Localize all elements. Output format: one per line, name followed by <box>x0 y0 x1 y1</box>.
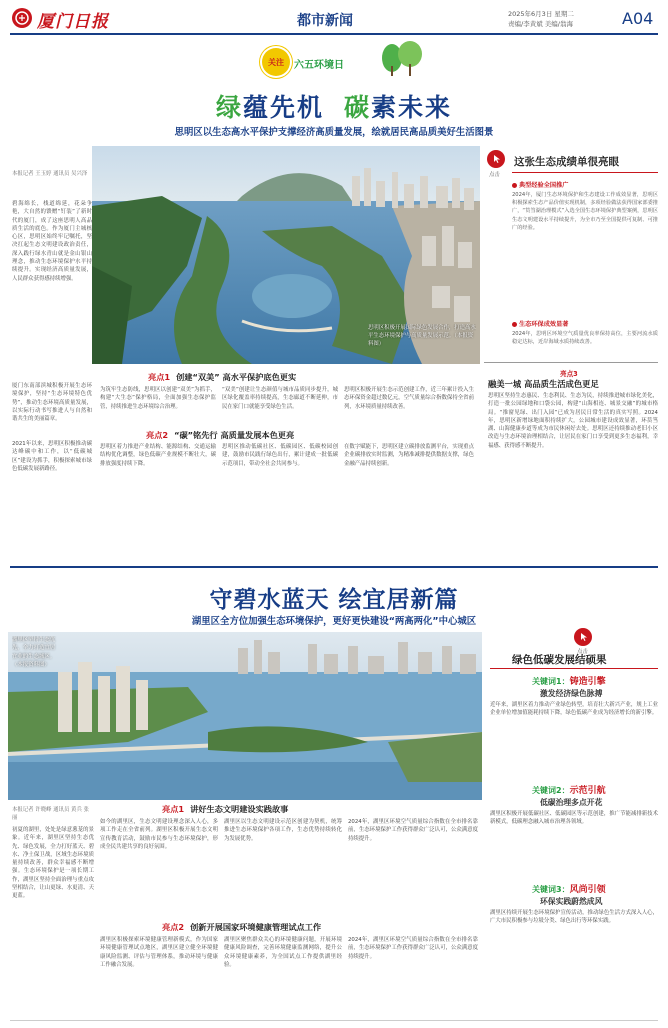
sidebar-click-label: 点击 <box>489 172 500 178</box>
story1-lead: 碧海绵长，栈道绵延，花朵争艳，大自然的馈赠“钉装”了新时代的厦门，成了这座思明人高品质生活的底色。作为厦门主城核心区，思明区始终牢记嘱托，坚决扛起生态文明建设政治责任，深入践行绿水青山就是金山银山理念，推动生态环境保护水平持续提升。实现经济高质量发展，人民群众获得感持续增强。 <box>12 201 92 282</box>
sidebar-text-1: 2024年，厦门生态环境保护和生态建设工作成效显著，思明区积极探索生态产品价值实现机制，多项经验做法获得国家部委推广，“筼筜湖治理模式”入选全国生态环境保护典型案例，思明区生态文明建设水平持续提升，为全市乃至全国提供可复制、可推广的经验。 <box>512 192 658 231</box>
sidebar-click-icon[interactable] <box>487 150 505 168</box>
story2-p1c: 2024年，湖里区环境空气质量综合指数在全市排名靠前，生态环境保护工作获得群众广泛认可，公众满意度持续提升。 <box>348 819 478 842</box>
story2-p2: 湖里区积极探索环境健康管理新模式，作为国家环境健康管理试点地区，湖里区建立健全环境健康风险监测、评估与管理体系，推动环境与健康工作融合发展。 <box>100 937 218 968</box>
sidebar-bullet-1-icon <box>512 183 517 188</box>
sidebar2-rule <box>490 668 658 669</box>
sidebar-head-1: 典型经验全国推广 <box>519 182 569 189</box>
story2-lead: 初夏的湖里，处处是绿意葱茏的景象。近年来，湖里区坚持生态优先、绿色发展，全力打好蓝天、碧水、净土保卫战，区域生态环境质量持续改善，群众幸福感不断增强。生态环境保护是一项长期工作，湖里区坚持全面治理与重点攻坚相结合，让山更绿、水更清、天更蓝。 <box>12 827 94 900</box>
story1-intro: 厦门东南部滨城积极开展生态环境保护，坚持“生态环境特色优势”，推动生态环境高质量发展，以实际行动书写推进人与自然和谐共生的美丽篇章。 <box>12 383 92 423</box>
story1-p1a: 为筑牢生态防线，思明区以创建“双美”为抓手，构建“大生态”保护格局，全面加强生态保护监管，持续推进生态环境综合治理。 <box>100 387 216 410</box>
story2-highlight2-heading: 亮点2 创新开展国家环境健康管理试点工作 <box>162 922 322 932</box>
story2-photo-caption: 湖里区坚持生态优先，全力打造宜居宜业的生态城区。（本报资料图） <box>12 637 56 668</box>
story2-subtitle: 湖里区全方位加强生态环境保护，更好更快建设“两高两化”中心城区 <box>191 616 477 627</box>
story2-p2c: 2024年，湖里区环境空气质量综合指数在全市排名靠前，生态环境保护工作获得群众广泛认可，公众满意度持续提升。 <box>348 937 478 960</box>
story2-photo <box>8 632 482 800</box>
story1-highlight1-heading: 亮点1 创建“双美” 高水平保护底色更实 <box>148 372 297 382</box>
story1-p2a: 2021年以来，思明区积极推动碳达峰碳中和工作，以“低碳城区”建设为抓手，积极探索城市绿色低碳发展新路径。 <box>12 441 92 472</box>
keyword2-sub: 低碳治理多点开花 <box>540 798 603 807</box>
newspaper-logo-icon <box>12 8 32 28</box>
keyword2-text: 湖里区积极开展低碳社区、低碳园区等示范创建，推广节能减排新技术新模式，低碳理念融入城市治理各领域。 <box>490 811 658 826</box>
section-title: 都市新闻 <box>297 13 353 29</box>
story2-highlight1-heading: 亮点1 讲好生态文明建设实践故事 <box>162 804 289 814</box>
sidebar2-click-label: 点击 <box>577 649 588 655</box>
masthead <box>0 0 668 38</box>
story-separator <box>10 566 658 568</box>
newspaper-name: 厦门日报 <box>37 12 109 32</box>
sidebar-bullet-2-icon <box>512 322 517 327</box>
sidebar-head-2: 生态环保成效显著 <box>519 321 569 328</box>
story2-headline: 守碧水蓝天 绘宜居新篇 <box>209 587 459 613</box>
sidebar-bottom-rule <box>484 362 658 363</box>
issue-date: 2025年6月3日 星期二 <box>508 10 574 18</box>
sidebar-title: 这张生态成绩单很亮眼 <box>514 156 619 168</box>
story2-p1b: 湖里区以生态文明建设示范区创建为契机，统筹推进生态环境保护各项工作，生态优势持续转化为发展优势。 <box>224 819 342 842</box>
keyword3-text: 湖里区持续开展生态环境保护宣传活动，推动绿色生活方式深入人心，广大市民积极参与垃圾分类、绿色出行等环保实践。 <box>490 910 658 925</box>
keyword3: 关键词3：风尚引领 <box>532 885 606 895</box>
story1-p2d: 在数字赋能下，思明区建立碳排放监测平台，实现重点企业碳排放实时监测，为精准减排提供数据支撑，绿色金融产品持续创新。 <box>344 444 474 467</box>
highlight3-text: 思明区坚持生态惠民、生态利民、生态为民，持续推进城市绿化美化，打造一批公园绿地和口袋公园，构建“山海相连、城景交融”的城市格局。“推窗见绿、出门入园”已成为居民日常生活的真实写照。2024年，思明区新增绿地面积持续扩大，公园城市建设成效显著，环筼筜湖、山海健康步道等成为市民休闲好去处。思明区还持续推动老旧小区改造与生态环境治理相结合，让居民在家门口享受到更多生态福利，幸福感、获得感不断提升。 <box>488 393 658 449</box>
story1-p2c: 思明区推动低碳社区、低碳园区、低碳校园创建，鼓励市民践行绿色出行，累计建成一批低碳示范项目，带动全社会共同参与。 <box>222 444 338 467</box>
keyword3-sub: 环保实践蔚然成风 <box>540 897 603 906</box>
sidebar-text-2: 2024年，思明区环境空气质量优良率保持高位，主要河流水质稳定达标，近岸海域水质持续改善。 <box>512 331 658 346</box>
keyword2: 关键词2：示范引航 <box>532 786 606 796</box>
story1-headline: 绿蕴先机 碳素未来 <box>215 93 453 122</box>
highlight3-label: 亮点3 <box>560 370 578 378</box>
sidebar2-click-icon[interactable] <box>574 628 592 646</box>
story1-highlight2-heading: 亮点2 “碳”铭先行 高质量发展本色更亮 <box>146 430 295 440</box>
editors: 责编/李黄斌 美编/翁海 <box>508 20 573 28</box>
story1-p1c: 思明区积极开展生态示范创建工作，近三年累计投入生态环保资金超过数亿元，空气质量综合指数保持全省前列，水环境质量持续改善。 <box>344 387 474 410</box>
keyword1: 关键词1：铸造引擎 <box>532 677 606 687</box>
keyword1-text: 近年来，湖里区着力推动产业绿色转型，培育壮大新兴产业，规上工业企业单位增加值能耗持续下降，绿色低碳产业成为经济增长的新引擎。 <box>490 702 658 717</box>
page-bottom-rule <box>10 1020 658 1021</box>
story2-byline: 本报记者 许晓峰 通讯员 黄兵 张丽 <box>12 807 89 822</box>
masthead-rule <box>10 33 658 35</box>
story1-p1b: “双美”创建让生态颜值与城市品质同步提升，城区绿化覆盖率持续提高，生态廊道不断延伸，市民在家门口就能享受绿色生活。 <box>222 387 338 410</box>
story2-p1: 如今的湖里区，生态文明建设理念深入人心，多项工作走在全省前列。湖里区积极开展生态文明宣传教育活动，鼓励市民参与生态环境保护，形成全民共建共享的良好氛围。 <box>100 819 218 850</box>
story1-byline: 本报记者 王玉婷 通讯员 吴兴泽 <box>12 171 88 177</box>
tree-decoration-icon <box>378 40 426 78</box>
story1-p2b: 思明区着力推进产业结构、能源结构、交通运输结构优化调整，绿色低碳产业规模不断壮大，碳排放强度持续下降。 <box>100 444 216 467</box>
story1-subtitle: 思明区以生态高水平保护支撑经济高质量发展，绘就居民高品质美好生活图景 <box>174 127 494 138</box>
series-label: 六五环境日 <box>294 60 344 71</box>
highlight3-title: 融美一城 高品质生活成色更足 <box>488 379 599 389</box>
series-badge: 关注 <box>268 58 284 67</box>
story1-photo-caption: 思明区积极开展国际绿色发展合作，打造高水平生态环境保护与高质量发展示范。（本报资料图） <box>368 325 476 347</box>
story2-p2b: 湖里区聚焦群众关心的环境健康问题，开展环境健康风险调查，完善环境健康监测网络，提升公众环境健康素养，为全国试点工作提供湖里经验。 <box>224 937 342 968</box>
sidebar2-title: 绿色低碳发展结硕果 <box>512 654 607 666</box>
sidebar-rule <box>512 172 658 173</box>
page-code: A04 <box>622 9 654 28</box>
keyword1-sub: 激发经济绿色脉搏 <box>540 689 603 698</box>
